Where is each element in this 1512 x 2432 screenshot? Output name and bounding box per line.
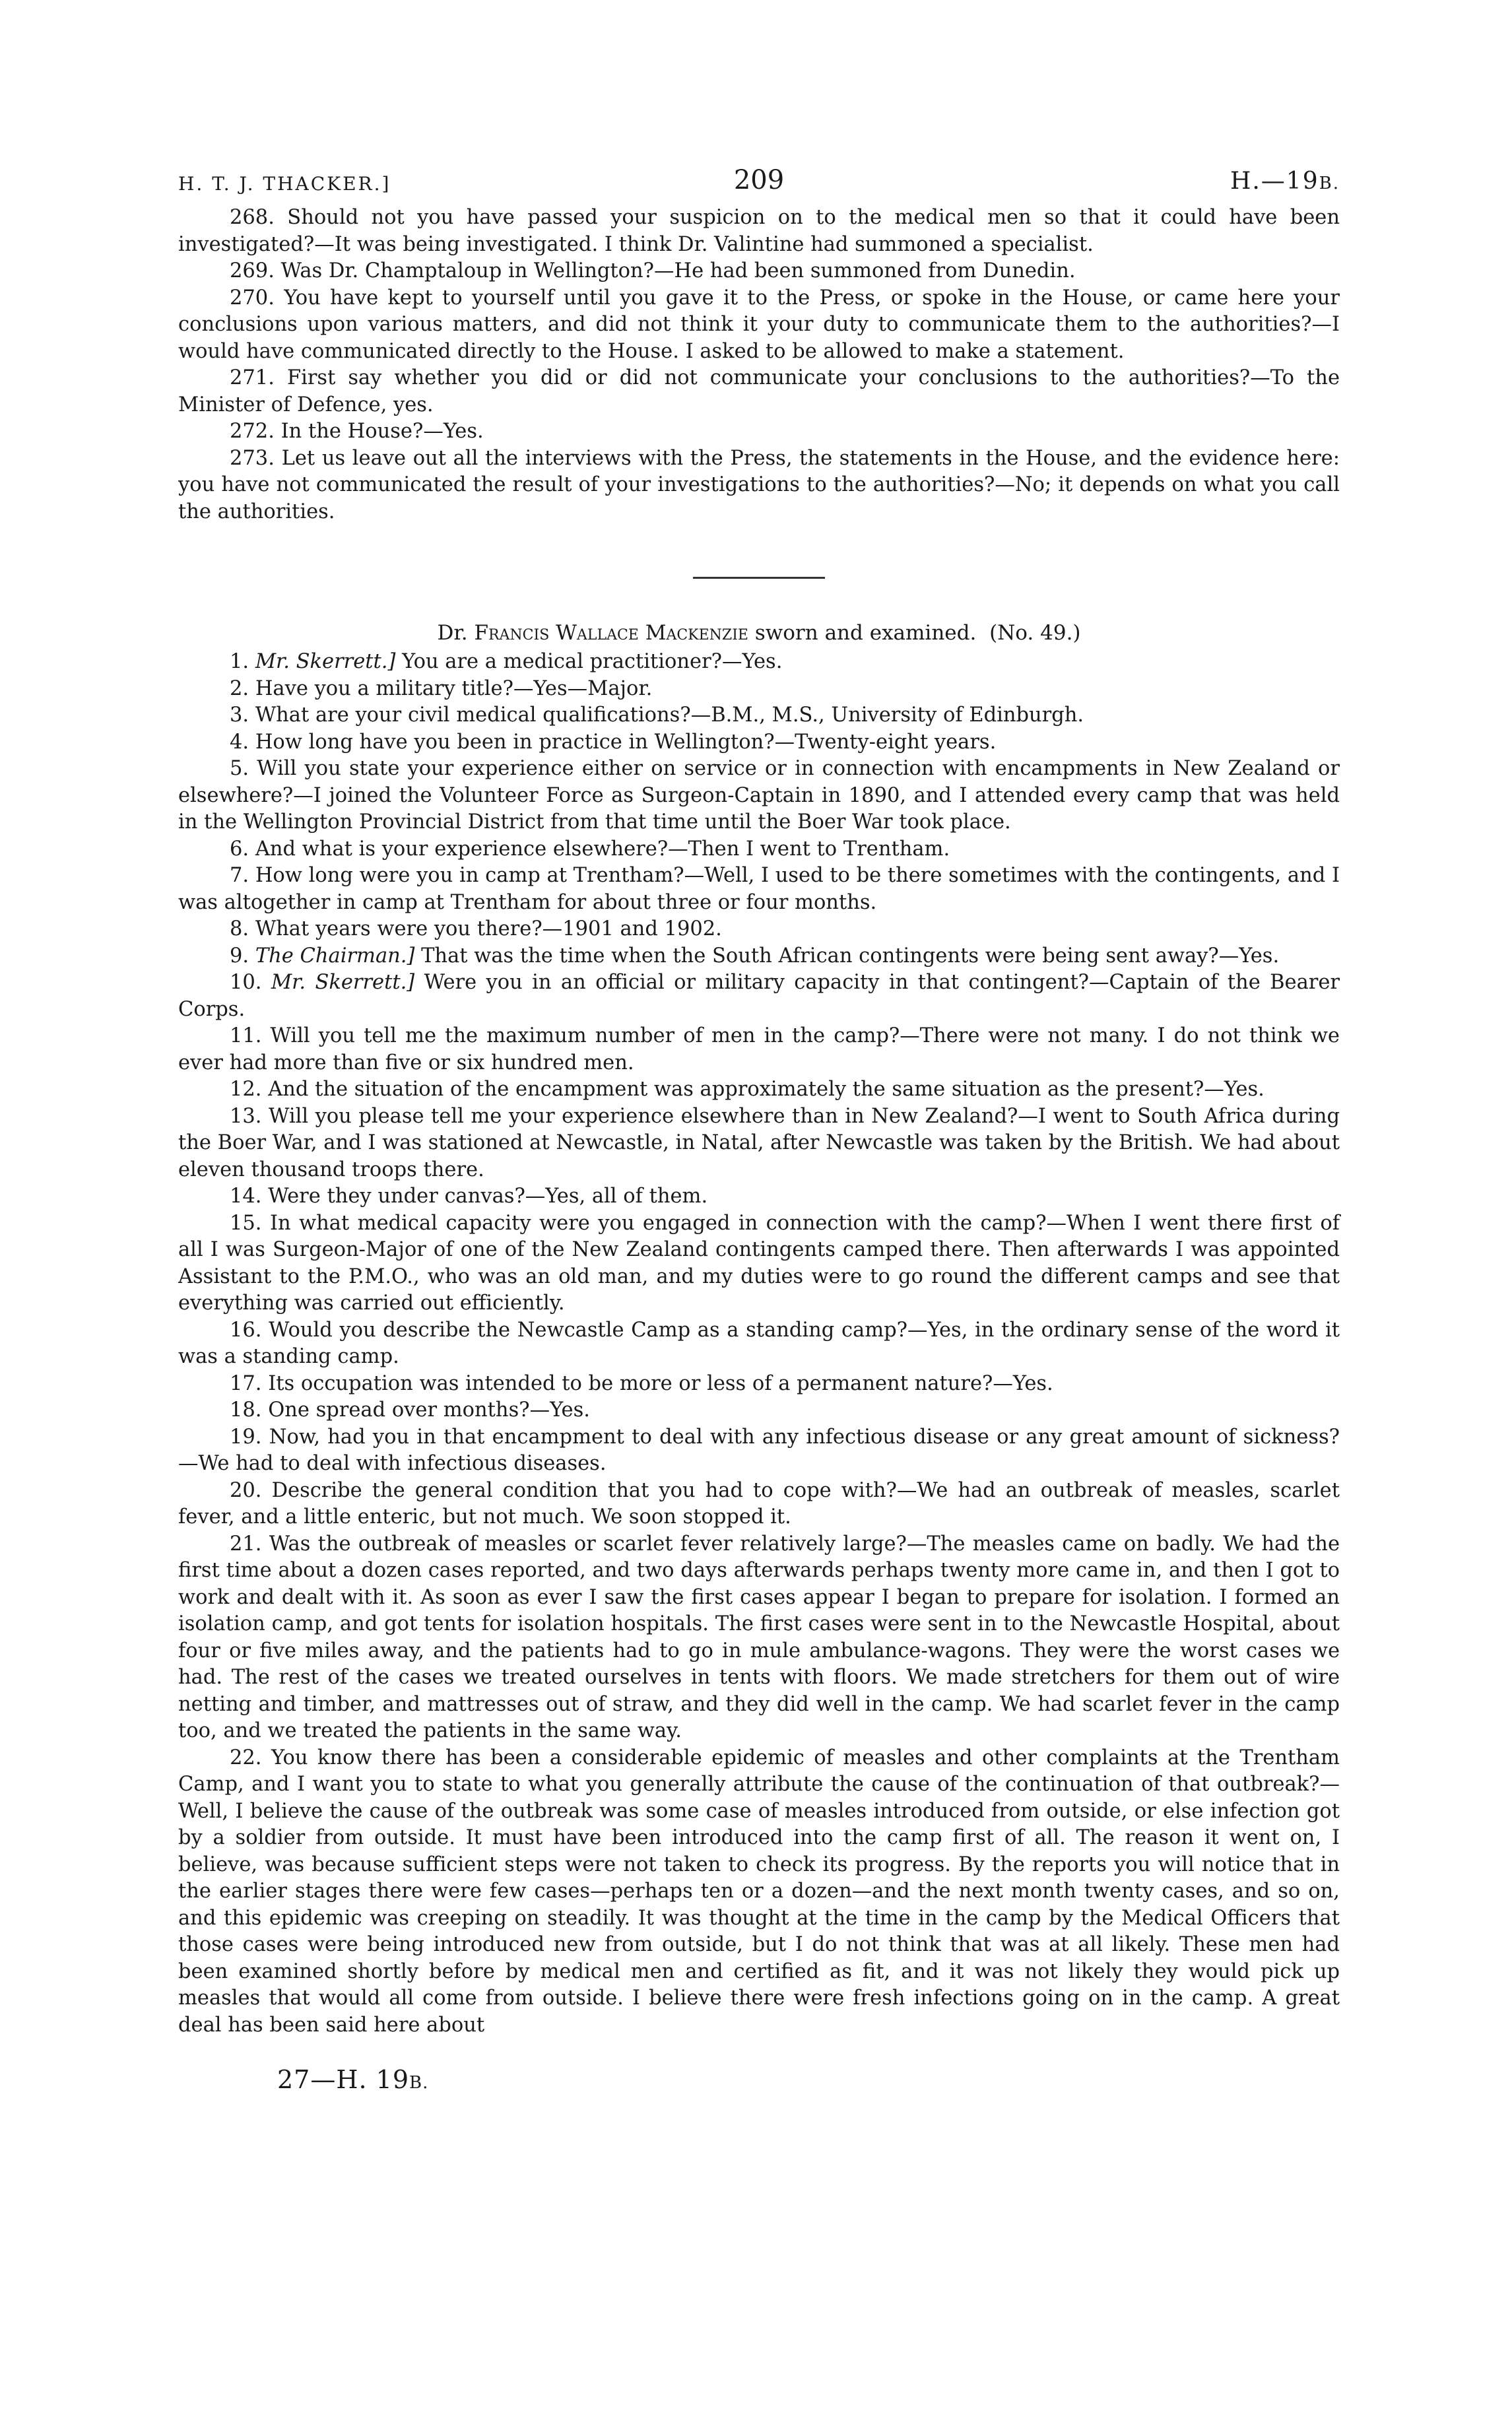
header-paper-code — [1230, 168, 1340, 195]
question-number: 271. — [230, 366, 275, 389]
question-paragraph — [178, 1183, 1340, 1210]
question-paragraph — [178, 756, 1340, 836]
question-paragraph — [178, 1531, 1340, 1745]
question-text: In the House?—Yes. — [280, 420, 484, 443]
speaker-label: Mr. Skerrett.] — [255, 650, 396, 673]
header-paper-code-main: H.—19 — [1230, 168, 1319, 195]
question-paragraph — [178, 1023, 1340, 1076]
question-number: 19. — [230, 1425, 262, 1449]
question-number: 20. — [230, 1478, 262, 1502]
question-paragraph — [178, 1424, 1340, 1478]
question-paragraph — [178, 1103, 1340, 1184]
question-paragraph — [178, 205, 1340, 258]
question-paragraph — [178, 1745, 1340, 2039]
question-text: Have you a military title?—Yes—Major. — [255, 676, 653, 700]
page-header — [178, 165, 1340, 205]
question-text: Will you tell me the maximum number of men in the camp?—There were not many. I do not think we ever had more than five or six hundred men. — [178, 1024, 1340, 1074]
question-text: How long have you been in practice in Wellington?—Twenty-eight years. — [255, 730, 997, 754]
question-text: Let us leave out all the interviews with the Press, the statements in the House, and the evidence here: you have not communicated the result of your investigations to the authorities?—No; it depends on what you call the authorities. — [178, 446, 1340, 523]
question-text: And what is your experience elsewhere?—Then I went to Trentham. — [255, 837, 950, 861]
question-paragraph — [178, 676, 1340, 703]
question-text: Will you state your experience either on service or in connection with encampments in New Zealand or elsewhere?—I joined the Volunteer Force as Surgeon-Captain in 1890, and I attended every camp that was held in the Wellington Provincial District from that time until the Boer War took place. — [178, 757, 1340, 834]
question-text: Will you please tell me your experience elsewhere than in New Zealand?—I went to South Africa during the Boer War, and I was stationed at Newcastle, in Natal, after Newcastle was taken by the British. We had about eleven thousand troops there. — [178, 1104, 1340, 1181]
question-paragraph — [178, 1478, 1340, 1531]
question-number: 1. — [230, 650, 249, 673]
question-number: 7. — [230, 864, 249, 887]
question-number: 16. — [230, 1318, 262, 1342]
witness-heading — [178, 618, 1340, 647]
question-text: Were they under canvas?—Yes, all of them. — [268, 1185, 708, 1208]
question-text: First say whether you did or did not communicate your conclusions to the authorities?—To the Minister of Defence, yes. — [178, 366, 1340, 416]
document-page — [178, 165, 1340, 2094]
question-number: 6. — [230, 837, 249, 861]
question-number: 13. — [230, 1104, 262, 1128]
question-text: How long were you in camp at Trentham?—Well, I used to be there sometimes with the contingents, and I was altogether in camp at Trentham for about three or four months. — [178, 864, 1340, 914]
question-text: Describe the general condition that you had to cope with?—We had an outbreak of measles, scarlet fever, and a little enteric, but not much. We soon stopped it. — [178, 1478, 1340, 1528]
question-paragraph — [178, 258, 1340, 285]
question-text: Should not you have passed your suspicion on to the medical men so that it could have been investigated?—It was being investigated. I think Dr. Valintine had summoned a specialist. — [178, 206, 1340, 256]
question-paragraph — [178, 365, 1340, 418]
question-text: You are a medical practitioner?—Yes. — [402, 650, 783, 673]
witness-name: Francis Wallace Mackenzie — [474, 621, 748, 645]
question-number: 3. — [230, 704, 249, 727]
question-paragraph — [178, 1317, 1340, 1371]
question-text: One spread over months?—Yes. — [268, 1398, 590, 1422]
section-divider — [693, 577, 825, 579]
question-text: And the situation of the encampment was approximately the same situation as the present?—Yes. — [268, 1078, 1265, 1101]
question-number: 8. — [230, 917, 249, 940]
question-paragraph — [178, 285, 1340, 366]
witness-number: (No. 49.) — [989, 621, 1081, 645]
speaker-label: The Chairman.] — [255, 944, 415, 968]
question-number: 10. — [230, 971, 262, 994]
question-text: Its occupation was intended to be more or less of a permanent nature?—Yes. — [268, 1371, 1053, 1395]
question-number: 15. — [230, 1211, 262, 1235]
witness-sworn: sworn and examined. — [754, 621, 977, 645]
question-number: 17. — [230, 1371, 262, 1395]
signature-main: 27—H. 19 — [277, 2065, 410, 2094]
question-paragraph — [178, 1210, 1340, 1317]
question-paragraph — [178, 943, 1340, 970]
evidence-part-2 — [178, 649, 1340, 2039]
signature-mark — [277, 2065, 1340, 2094]
question-paragraph — [178, 916, 1340, 943]
question-paragraph — [178, 1371, 1340, 1398]
header-witness-name: H. T. J. THACKER.] — [178, 173, 391, 195]
question-number: 270. — [230, 286, 275, 310]
question-number: 14. — [230, 1185, 262, 1208]
question-paragraph — [178, 1076, 1340, 1103]
question-text: You have kept to yourself until you gave it to the Press, or spoke in the House, or came here your conclusions upon various matters, and did not think it your duty to communicate them to the authorities?—I would have communicated directly to the House. I asked to be allowed to make a statement. — [178, 286, 1340, 363]
question-paragraph — [178, 445, 1340, 526]
question-number: 11. — [230, 1024, 262, 1047]
question-text: That was the time when the South African contingents were being sent away?—Yes. — [421, 944, 1280, 968]
page-number: 209 — [733, 165, 785, 195]
question-number: 268. — [230, 206, 275, 229]
question-number: 2. — [230, 676, 249, 700]
question-text: Was Dr. Champtaloup in Wellington?—He had been summoned from Dunedin. — [280, 259, 1076, 282]
evidence-part-1 — [178, 205, 1340, 525]
question-paragraph — [178, 863, 1340, 916]
question-number: 22. — [230, 1746, 262, 1769]
question-number: 21. — [230, 1532, 262, 1556]
question-number: 12. — [230, 1078, 262, 1101]
speaker-label: Mr. Skerrett.] — [271, 971, 415, 994]
question-number: 4. — [230, 730, 249, 754]
question-number: 272. — [230, 420, 275, 443]
question-text: You know there has been a considerable epidemic of measles and other complaints at the Trentham Camp, and I want you to state to what you generally attribute the cause of the continuation of that outbreak?—Well, I believe the cause of the outbreak was some case of measles introduced from outside, or else infection got by a soldier from outside. It must have been introduced into the camp first of all. The reason it went on, I believe, was because sufficient steps were not taken to check its progress. By the reports you will notice that in the earlier stages there were few cases—perhaps ten or a dozen—and the next month twenty cases, and so on, and this epidemic was creeping on steadily. It was thought at the time in the camp by the Medical Officers that those cases were being introduced new from outside, but I do not think that was at all likely. These men had been examined shortly before by medical men and certified as fit, and it was not likely they would pick up measles that would all come from outside. I believe there were fresh infections going on in the camp. A great deal has been said here about — [178, 1746, 1340, 2037]
signature-suffix: B. — [409, 2073, 429, 2093]
question-text: Was the outbreak of measles or scarlet fever relatively large?—The measles came on badly. We had the first time about a dozen cases reported, and two days afterwards perhaps twenty more came in, and then I got to work and dealt with it. As soon as ever I saw the first cases appear I began to prepare for isolation. I formed an isolation camp, and got tents for isolation hospitals. The first cases were sent in to the Newcastle Hospital, about four or five miles away, and the patients had to go in mule ambulance-wagons. They were the worst cases we had. The rest of the cases we treated ourselves in tents with floors. We made stretchers for them out of wire netting and timber, and mattresses out of straw, and they did well in the camp. We had scarlet fever in the camp too, and we treated the patients in the same way. — [178, 1532, 1340, 1742]
question-number: 9. — [230, 944, 249, 968]
question-text: What years were you there?—1901 and 1902. — [255, 917, 722, 940]
question-number: 273. — [230, 446, 275, 470]
question-number: 269. — [230, 259, 275, 282]
header-paper-code-suffix: B. — [1319, 174, 1340, 193]
witness-prefix: Dr. — [437, 621, 468, 645]
question-text: Now, had you in that encampment to deal with any infectious disease or any great amount of sickness?—We had to deal with infectious diseases. — [178, 1425, 1340, 1475]
question-paragraph — [178, 702, 1340, 729]
question-paragraph — [178, 836, 1340, 863]
question-paragraph — [178, 1397, 1340, 1424]
question-number: 18. — [230, 1398, 262, 1422]
question-paragraph — [178, 729, 1340, 756]
question-paragraph — [178, 418, 1340, 445]
question-number: 5. — [230, 757, 249, 780]
question-text: Were you in an official or military capacity in that contingent?—Captain of the Bearer Corps. — [178, 971, 1340, 1021]
question-text: What are your civil medical qualifications?—B.M., M.S., University of Edinburgh. — [255, 704, 1084, 727]
question-text: In what medical capacity were you engaged in connection with the camp?—When I went there first of all I was Surgeon-Major of one of the New Zealand contingents camped there. Then afterwards I was appointed Assistant to the P.M.O., who was an old man, and my duties were to go round the different camps and see that everything was carried out efficiently. — [178, 1211, 1340, 1315]
question-text: Would you describe the Newcastle Camp as a standing camp?—Yes, in the ordinary sense of the word it was a standing camp. — [178, 1318, 1340, 1368]
question-paragraph — [178, 970, 1340, 1023]
question-paragraph — [178, 649, 1340, 676]
